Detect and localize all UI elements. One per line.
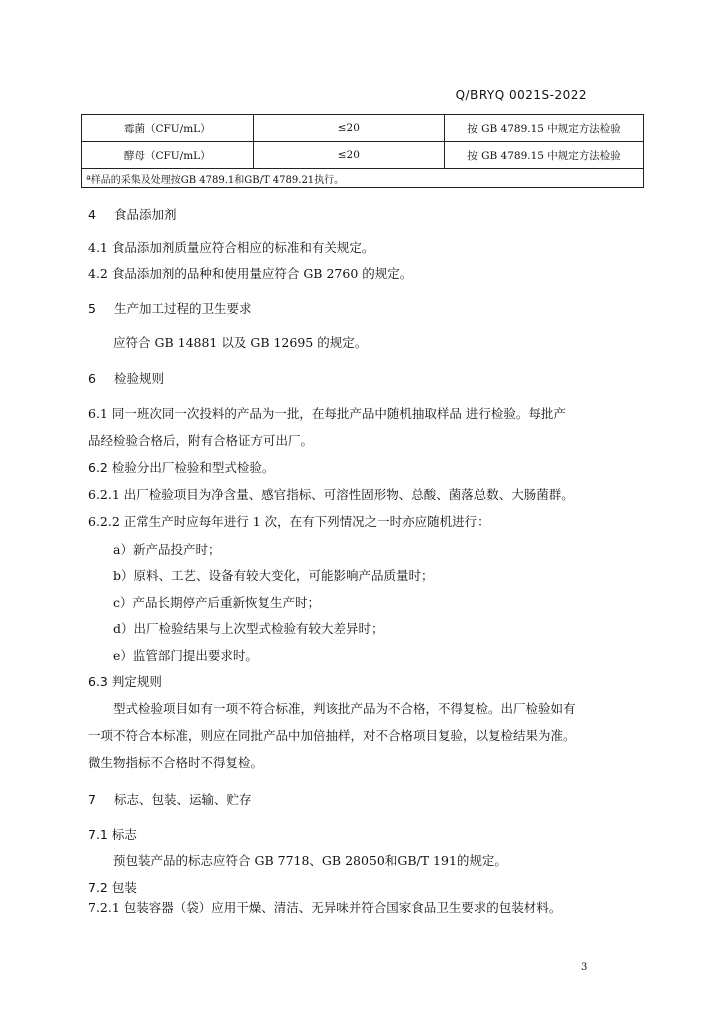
- section-heading-7: [88, 790, 252, 808]
- paragraph-4-1: 4.1 食品添加剂质量应符合相应的标准和有关规定。: [88, 240, 375, 255]
- section-number: 7: [88, 792, 96, 807]
- table-cell-limit: ≤20: [253, 115, 444, 142]
- list-item: d）出厂检验结果与上次型式检验有较大差异时；: [113, 621, 384, 636]
- paragraph-7-1: 预包装产品的标志应符合 GB 7718、GB 28050和GB/T 191的规定。: [113, 853, 507, 868]
- list-item: e）监管部门提出要求时。: [113, 648, 258, 663]
- paragraph-6-1-a: 6.1 同一班次同一次投料的产品为一批，在每批产品中随机抽取样品 进行检验。每批产: [88, 406, 566, 421]
- section-title: 检验规则: [114, 371, 165, 386]
- spec-table: [81, 114, 644, 188]
- paragraph-6-3-a: 型式检验项目如有一项不符合标准，判该批产品为不合格，不得复检。出厂检验如有: [113, 701, 576, 716]
- paragraph-7-2-1: 7.2.1 包装容器（袋）应用干燥、清洁、无异味并符合国家食品卫生要求的包装材料。: [88, 900, 562, 915]
- section-heading-6: [88, 369, 164, 387]
- section-heading-5: [88, 299, 252, 317]
- page-number: 3: [581, 962, 588, 973]
- section-number: 4: [88, 207, 96, 222]
- paragraph-4-2: 4.2 食品添加剂的品种和使用量应符合 GB 2760 的规定。: [88, 266, 413, 281]
- list-item: a）新产品投产时；: [113, 542, 221, 557]
- paragraph-6-1-b: 品经检验合格后，附有合格证方可出厂。: [88, 433, 314, 448]
- paragraph-5: 应符合 GB 14881 以及 GB 12695 的规定。: [113, 335, 368, 350]
- section-title: 标志、包装、运输、贮存: [114, 792, 252, 807]
- list-item: b）原料、工艺、设备有较大变化，可能影响产品质量时；: [113, 568, 434, 583]
- table-cell-method: 按 GB 4789.15 中规定方法检验: [445, 142, 644, 169]
- section-title: 食品添加剂: [114, 207, 177, 222]
- paragraph-6-3-c: 微生物指标不合格时不得复检。: [88, 755, 264, 770]
- table-cell-item: 酵母（CFU/mL）: [82, 142, 254, 169]
- table-note: ª样品的采集及处理按GB 4789.1和GB/T 4789.21执行。: [82, 169, 644, 188]
- table-cell-item: 霉菌（CFU/mL）: [82, 115, 254, 142]
- section-heading-4: [88, 205, 177, 223]
- subheading-7-1: 7.1 标志: [88, 827, 137, 842]
- section-title: 生产加工过程的卫生要求: [114, 301, 252, 316]
- table-cell-limit: ≤20: [253, 142, 444, 169]
- table-row: [82, 115, 644, 142]
- subheading-6-3: 6.3 判定规则: [88, 674, 162, 689]
- subheading-6-2: 6.2 检验分出厂检验和型式检验。: [88, 460, 275, 475]
- paragraph-6-2-1: 6.2.1 出厂检验项目为净含量、感官指标、可溶性固形物、总酸、菌落总数、大肠菌群。: [88, 487, 574, 502]
- document-code: Q/BRYQ 0021S-2022: [455, 88, 587, 102]
- section-number: 5: [88, 301, 96, 316]
- paragraph-6-3-b: 一项不符合本标准，则应在同批产品中加倍抽样，对不合格项目复验，以复检结果为准。: [88, 728, 576, 743]
- table-cell-method: 按 GB 4789.15 中规定方法检验: [445, 115, 644, 142]
- subheading-7-2: 7.2 包装: [88, 880, 137, 895]
- table-note-row: [82, 169, 644, 188]
- section-number: 6: [88, 371, 96, 386]
- paragraph-6-2-2: 6.2.2 正常生产时应每年进行 1 次，在有下列情况之一时亦应随机进行：: [88, 514, 490, 529]
- list-item: c）产品长期停产后重新恢复生产时；: [113, 595, 321, 610]
- table-row: [82, 142, 644, 169]
